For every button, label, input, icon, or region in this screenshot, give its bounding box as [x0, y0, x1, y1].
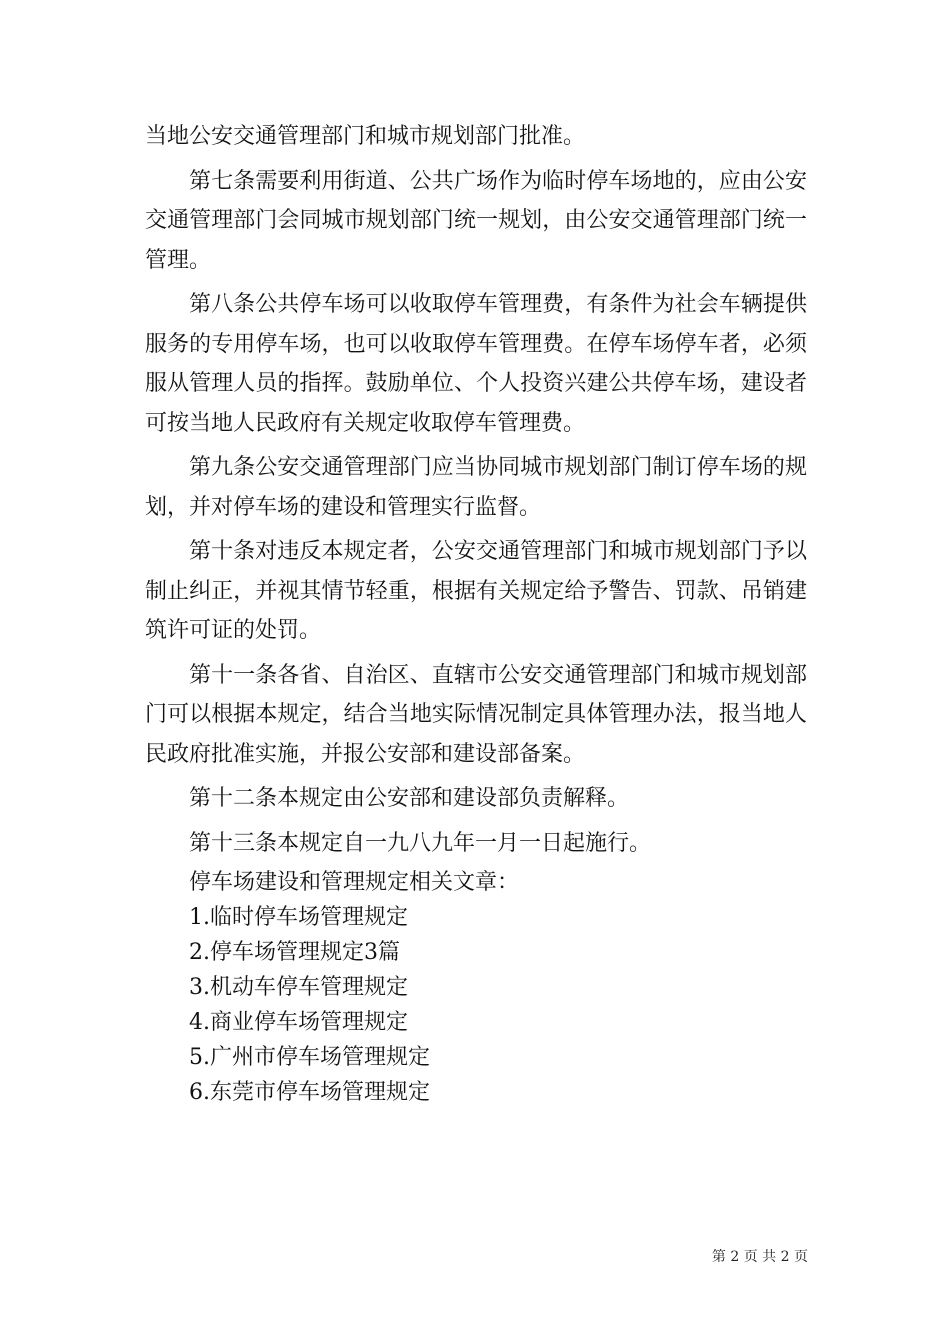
document-body [145, 117, 807, 1113]
paragraph-article-13: 第十三条本规定自一九八九年一月一日起施行。 [189, 830, 652, 856]
related-article-link[interactable]: 6.东莞市停车场管理规定 [189, 1080, 430, 1105]
paragraph-article-8: 第八条公共停车场可以收取停车管理费，有条件为社会车辆提供服务的专用停车场，也可以收取停车管理费。在停车场停车者，必须服从管理人员的指挥。鼓励单位、个人投资兴建公共停车场，建设者可按当地人民政府有关规定收取停车管理费。 [145, 292, 807, 436]
paragraph-article-7: 第七条需要利用街道、公共广场作为临时停车场地的，应由公安交通管理部门会同城市规划部门统一规划，由公安交通管理部门统一管理。 [145, 168, 807, 273]
page-number-footer: 第 2 页 共 2 页 [711, 1249, 808, 1265]
related-article-link[interactable]: 5.广州市停车场管理规定 [189, 1045, 430, 1070]
paragraph-article-9: 第九条公安交通管理部门应当协同城市规划部门制订停车场的规划，并对停车场的建设和管理实行监督。 [145, 455, 807, 520]
related-article-link[interactable]: 2.停车场管理规定3篇 [189, 940, 400, 965]
related-article-link[interactable]: 3.机动车停车管理规定 [189, 975, 408, 1000]
paragraph-article-12: 第十二条本规定由公安部和建设部负责解释。 [189, 786, 630, 811]
paragraph-article-10: 第十条对违反本规定者，公安交通管理部门和城市规划部门予以制止纠正，并视其情节轻重，根据有关规定给予警告、罚款、吊销建筑许可证的处罚。 [145, 539, 807, 643]
paragraph-continuation: 当地公安交通管理部门和城市规划部门批准。 [145, 124, 586, 149]
paragraph-article-11: 第十一条各省、自治区、直辖市公安交通管理部门和城市规划部门可以根据本规定，结合当地实际情况制定具体管理办法，报当地人民政府批准实施，并报公安部和建设部备案。 [145, 662, 807, 767]
related-articles-title: 停车场建设和管理规定相关文章： [189, 870, 520, 895]
related-article-link[interactable]: 1.临时停车场管理规定 [189, 905, 408, 930]
related-article-link[interactable]: 4.商业停车场管理规定 [189, 1010, 408, 1035]
